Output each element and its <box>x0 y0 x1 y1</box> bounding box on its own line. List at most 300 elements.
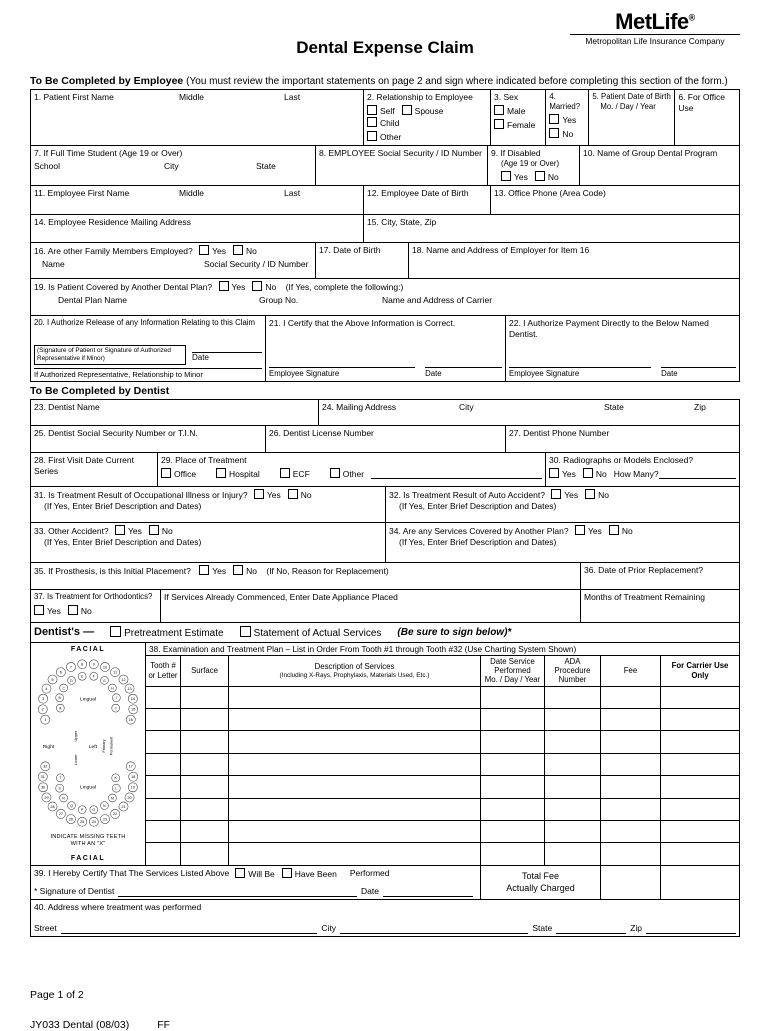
svg-text:11: 11 <box>113 670 118 675</box>
field-8-employee-ssn[interactable] <box>316 146 488 185</box>
other-accident-yes-checkbox[interactable]: Yes <box>115 526 142 536</box>
place-other-blank[interactable] <box>371 469 542 479</box>
svg-text:Left: Left <box>88 745 98 751</box>
field-label: If Services Already Commenced, Enter Date Appliance Placed <box>164 592 398 603</box>
treatment-cell[interactable] <box>146 754 181 775</box>
facial-top-label: FACIAL <box>70 645 106 653</box>
auto-accident-no-checkbox[interactable]: No <box>585 490 609 500</box>
col-surface: Surface <box>181 656 229 686</box>
radiographs-yes-checkbox[interactable]: Yes <box>549 468 576 480</box>
field-35-prosthesis <box>31 563 581 589</box>
field-5-patient-dob[interactable] <box>589 90 675 145</box>
family-employed-yes-checkbox[interactable]: Yes <box>199 246 226 256</box>
treatment-cell[interactable] <box>661 709 739 730</box>
treatment-cell[interactable] <box>545 731 601 752</box>
date-line[interactable]: Date <box>425 367 502 379</box>
dentist-grid <box>30 399 740 936</box>
treatment-table-body <box>146 687 739 865</box>
replacement-reason-note: (If No, Reason for Replacement) <box>266 566 389 577</box>
field-label: 11. Employee First Name <box>34 188 130 199</box>
treatment-cell[interactable] <box>146 776 181 797</box>
relationship-self-checkbox[interactable]: Self <box>367 106 395 116</box>
svg-text:9: 9 <box>92 663 95 668</box>
covered-other-plan-yes-checkbox[interactable]: Yes <box>575 526 602 536</box>
street-blank[interactable] <box>61 924 318 934</box>
plan-name-label: Dental Plan Name <box>58 295 127 306</box>
field-28-first-visit[interactable] <box>31 453 158 486</box>
svg-text:H: H <box>111 686 114 691</box>
treatment-section <box>146 643 739 865</box>
sex-male-checkbox[interactable]: Male <box>494 105 535 117</box>
field-3-sex <box>491 90 546 145</box>
dentist-signature-label: * Signature of Dentist <box>34 885 115 896</box>
missing-teeth-note: INDICATE MISSING TEETH WITH AN "X" <box>50 834 126 848</box>
place-office-checkbox[interactable]: Office <box>161 468 196 480</box>
treatment-cell[interactable] <box>181 821 229 842</box>
treatment-cell[interactable] <box>146 843 181 864</box>
dentist-signature-line[interactable] <box>118 887 357 897</box>
treatment-cell[interactable] <box>181 709 229 730</box>
header <box>30 8 740 72</box>
treatment-cell[interactable] <box>181 843 229 864</box>
treatment-cell[interactable] <box>181 776 229 797</box>
field-2-relationship <box>364 90 491 145</box>
state-blank[interactable] <box>556 924 626 934</box>
field-label: 14. Employee Residence Mailing Address <box>34 217 191 228</box>
svg-text:4: 4 <box>45 687 48 692</box>
school-label: School <box>34 161 60 172</box>
dentists-label: Dentist's — <box>34 626 95 639</box>
svg-text:14: 14 <box>130 697 135 702</box>
treatment-cell[interactable] <box>229 731 481 752</box>
svg-text:R: R <box>62 796 65 801</box>
disabled-yes-checkbox[interactable]: Yes <box>501 172 528 182</box>
sex-female-checkbox[interactable]: Female <box>494 119 535 131</box>
treatment-cell[interactable] <box>146 687 181 708</box>
field-9-disabled <box>488 146 580 185</box>
field-label: 15. City, State, Zip <box>367 217 437 228</box>
svg-text:C: C <box>62 686 65 691</box>
treatment-cell[interactable] <box>229 776 481 797</box>
last-label: Last <box>284 188 301 199</box>
performed-label: Performed <box>349 868 390 879</box>
signature-caption[interactable]: (Signature of Patient or Signature of Authorized Representative if Minor) <box>34 345 186 365</box>
svg-text:Q: Q <box>70 804 73 809</box>
svg-text:Primary: Primary <box>101 739 106 753</box>
date-label: Date <box>361 885 379 896</box>
treatment-row <box>146 731 739 753</box>
field-40-treatment-address <box>31 900 739 936</box>
treatment-cell[interactable] <box>181 754 229 775</box>
field-6-office-use[interactable] <box>675 90 739 145</box>
svg-text:6: 6 <box>59 670 62 675</box>
field-label: 4. Married? <box>549 92 581 112</box>
employee-heading-note: (You must review the important statements on page 2 and sign where indicated before completing this section of the form.) <box>186 76 728 87</box>
field-label: 7. If Full Time Student (Age 19 or Over) <box>34 148 183 159</box>
svg-text:12: 12 <box>121 678 126 683</box>
treatment-cell[interactable] <box>601 843 661 864</box>
street-label: Street <box>34 922 57 933</box>
treatment-cell[interactable] <box>181 731 229 752</box>
svg-text:Upper: Upper <box>73 731 79 742</box>
svg-text:32: 32 <box>43 765 48 770</box>
svg-text:K: K <box>114 776 117 781</box>
field-30-radiographs <box>546 453 739 486</box>
relationship-other-checkbox[interactable]: Other <box>367 132 401 142</box>
field-label: 28. First Visit Date Current Series <box>34 455 134 477</box>
treatment-cell[interactable] <box>545 709 601 730</box>
field-31-occupational-injury <box>31 487 386 522</box>
field-13-office-phone[interactable] <box>491 186 739 214</box>
field-label: 23. Dentist Name <box>34 402 100 413</box>
svg-text:O: O <box>92 808 96 813</box>
treatment-cell[interactable] <box>146 821 181 842</box>
svg-text:22: 22 <box>113 812 118 817</box>
treatment-cell[interactable] <box>661 821 739 842</box>
treatment-cell[interactable] <box>661 776 739 797</box>
place-other-checkbox[interactable]: Other <box>330 468 364 480</box>
total-fee-label: Total Fee Actually Charged <box>481 866 601 899</box>
svg-text:18: 18 <box>131 775 136 780</box>
treatment-cell[interactable] <box>601 687 661 708</box>
treatment-row <box>146 843 739 864</box>
field-22-authorize-payment <box>506 316 739 381</box>
tooth-chart-svg <box>35 659 141 827</box>
svg-text:8: 8 <box>81 663 84 668</box>
occupational-yes-checkbox[interactable]: Yes <box>254 490 281 500</box>
svg-text:16: 16 <box>128 718 133 723</box>
field-15-city-state-zip[interactable] <box>364 215 739 242</box>
description-note: (If Yes, Enter Brief Description and Dates) <box>399 501 557 512</box>
auto-accident-yes-checkbox[interactable]: Yes <box>551 490 578 500</box>
state-label: State <box>532 922 553 933</box>
field-label: 5. Patient Date of Birth <box>592 92 671 101</box>
treatment-cell[interactable] <box>545 754 601 775</box>
svg-text:G: G <box>103 679 106 684</box>
complete-following-note: (If Yes, complete the following:) <box>285 282 404 293</box>
last-label: Last <box>284 92 301 102</box>
treatment-cell[interactable] <box>481 687 545 708</box>
prosthesis-yes-checkbox[interactable]: Yes <box>199 566 226 576</box>
treatment-cell[interactable] <box>229 709 481 730</box>
field-18-employer[interactable] <box>409 243 739 278</box>
brand-text: MetLife <box>615 9 689 34</box>
field-label: 19. Is Patient Covered by Another Dental Plan? <box>34 282 213 293</box>
field-label: 40. Address where treatment was performed <box>34 901 202 912</box>
field-label: 13. Office Phone (Area Code) <box>494 188 606 199</box>
how-many-label: How Many? <box>613 468 659 479</box>
treatment-cell[interactable] <box>661 687 739 708</box>
treatment-cell[interactable] <box>481 821 545 842</box>
col-description: Description of Services (Including X-Rays, Prophylaxis, Materials Used, Etc.) <box>229 656 481 686</box>
tooth-chart <box>31 643 146 865</box>
treatment-cell[interactable] <box>545 821 601 842</box>
svg-text:17: 17 <box>128 765 133 770</box>
married-no-checkbox[interactable]: No <box>549 128 578 140</box>
treatment-cell[interactable] <box>229 843 481 864</box>
how-many-blank[interactable] <box>659 469 736 479</box>
dentist-section-heading: To Be Completed by Dentist <box>30 385 170 398</box>
svg-text:I: I <box>115 696 117 701</box>
svg-text:Lingual: Lingual <box>80 697 96 703</box>
svg-text:26: 26 <box>68 817 74 822</box>
field-1-patient-name[interactable] <box>31 90 364 145</box>
treatment-row <box>146 776 739 798</box>
svg-text:24: 24 <box>91 820 96 825</box>
form-ff: FF <box>157 1018 171 1031</box>
svg-text:31: 31 <box>40 775 45 780</box>
treatment-cell[interactable] <box>661 731 739 752</box>
field-label: 8. EMPLOYEE Social Security / ID Number <box>319 148 482 159</box>
field-4-married <box>546 90 589 145</box>
covered-other-plan-no-checkbox[interactable]: No <box>609 526 633 536</box>
have-been-checkbox[interactable]: Have Been <box>282 868 337 880</box>
svg-text:P: P <box>81 808 84 813</box>
treatment-cell[interactable] <box>661 799 739 820</box>
treatment-row <box>146 754 739 776</box>
family-employed-no-checkbox[interactable]: No <box>233 246 257 256</box>
sign-below-note: (Be sure to sign below)* <box>397 627 512 639</box>
svg-text:25: 25 <box>80 820 85 825</box>
pretreatment-estimate-checkbox[interactable]: Pretreatment Estimate <box>110 626 223 640</box>
field-16-family-employed <box>31 243 316 278</box>
svg-text:Permanent: Permanent <box>109 737 114 756</box>
field-label: 16. Are other Family Members Employed? <box>34 246 193 257</box>
orthodontics-yes-checkbox[interactable]: Yes <box>34 606 61 616</box>
field-sublabel: (Age 19 or Over) <box>501 159 560 169</box>
city-label: City <box>164 161 179 172</box>
svg-text:7: 7 <box>69 665 73 670</box>
treatment-cell[interactable] <box>146 799 181 820</box>
svg-text:10: 10 <box>102 665 108 670</box>
svg-text:21: 21 <box>121 805 126 810</box>
treatment-cell[interactable] <box>229 799 481 820</box>
svg-text:15: 15 <box>131 708 136 713</box>
treatment-cell[interactable] <box>481 709 545 730</box>
field-label: 21. I Certify that the Above Information is Correct. <box>269 318 456 329</box>
field-36-prior-replacement-date[interactable] <box>581 563 739 589</box>
treatment-cell[interactable] <box>481 776 545 797</box>
field-label: 27. Dentist Phone Number <box>509 428 610 439</box>
description-note: (If Yes, Enter Brief Description and Dates) <box>399 537 557 548</box>
field-14-mailing-address[interactable] <box>31 215 364 242</box>
field-23-dentist-name[interactable] <box>31 400 319 425</box>
will-be-checkbox[interactable]: Will Be <box>235 868 274 880</box>
brand-block <box>570 10 740 46</box>
field-label: 36. Date of Prior Replacement? <box>584 565 704 576</box>
company-name: Metropolitan Life Insurance Company <box>570 34 740 46</box>
date-label[interactable]: Date <box>192 352 262 364</box>
treatment-cell[interactable] <box>229 687 481 708</box>
treatment-cell[interactable] <box>146 709 181 730</box>
treatment-cell[interactable] <box>661 843 739 864</box>
field-label: 10. Name of Group Dental Program <box>583 148 718 159</box>
occupational-no-checkbox[interactable]: No <box>288 490 312 500</box>
place-ecf-checkbox[interactable]: ECF <box>280 468 310 480</box>
field-32-auto-accident <box>386 487 739 522</box>
field-label: 20. I Authorize Release of any Information Relating to this Claim <box>34 318 256 328</box>
form-number: JY033 Dental (08/03) FF <box>30 1018 171 1031</box>
field-34-covered-by-other-plan <box>386 523 739 562</box>
svg-text:29: 29 <box>44 796 49 801</box>
svg-text:T: T <box>59 776 62 781</box>
middle-label: Middle <box>179 92 205 102</box>
treatment-row <box>146 821 739 843</box>
field-19-other-plan <box>31 279 739 315</box>
other-plan-yes-checkbox[interactable]: Yes <box>219 282 246 292</box>
employee-grid <box>30 89 740 382</box>
treatment-cell[interactable] <box>545 799 601 820</box>
treatment-cell[interactable] <box>481 799 545 820</box>
field-label: 9. If Disabled <box>491 148 541 159</box>
treatment-row <box>146 799 739 821</box>
field-37-appliance-placed[interactable] <box>161 590 581 622</box>
zip-label: Zip <box>630 922 642 933</box>
svg-text:S: S <box>58 786 61 791</box>
field-27-dentist-phone[interactable] <box>506 426 739 452</box>
field-label: 18. Name and Address of Employer for Item 16 <box>412 245 590 256</box>
col-tooth-number: Tooth # or Letter <box>146 656 181 686</box>
svg-text:1: 1 <box>44 718 47 723</box>
field-26-dentist-license[interactable] <box>266 426 506 452</box>
treatment-cell[interactable] <box>181 799 229 820</box>
treatment-cell[interactable] <box>181 687 229 708</box>
relationship-to-minor-label: If Authorized Representative, Relationship to Minor <box>34 368 262 380</box>
field-label: 12. Employee Date of Birth <box>367 188 469 199</box>
employee-heading-text: To Be Completed by Employee <box>30 75 184 87</box>
svg-text:19: 19 <box>130 786 135 791</box>
treatment-cell[interactable] <box>545 687 601 708</box>
treatment-cell[interactable] <box>601 776 661 797</box>
field-37-months-remaining[interactable] <box>581 590 739 622</box>
field-label: 6. For Office Use <box>678 92 725 114</box>
svg-text:N: N <box>103 804 106 809</box>
svg-text:23: 23 <box>102 817 108 822</box>
col-ada-procedure: ADA Procedure Number <box>545 656 601 686</box>
zip-blank[interactable] <box>646 924 736 934</box>
field-label: 39. I Hereby Certify That The Services Listed Above <box>34 868 230 879</box>
treatment-plan-title: 38. Examination and Treatment Plan – List in Order From Tooth #1 through Tooth #32 (Use Charting System Shown) <box>146 643 739 656</box>
field-label: 22. I Authorize Payment Directly to the Below Named Dentist. <box>509 318 709 340</box>
employee-signature-line[interactable]: Employee Signature <box>509 367 651 379</box>
field-17-dob[interactable] <box>316 243 409 278</box>
field-29-place-of-treatment <box>158 453 546 486</box>
total-fee-cell[interactable] <box>601 866 661 899</box>
dentists-estimate-row <box>31 623 739 641</box>
svg-text:3: 3 <box>42 697 45 702</box>
treatment-cell[interactable] <box>481 843 545 864</box>
treatment-cell[interactable] <box>545 843 601 864</box>
orthodontics-no-checkbox[interactable]: No <box>68 606 92 616</box>
field-label: 17. Date of Birth <box>319 245 381 256</box>
employee-section-heading <box>30 75 740 87</box>
col-date-service: Date Service Performed Mo. / Day / Year <box>481 656 545 686</box>
field-25-dentist-ssn[interactable] <box>31 426 266 452</box>
svg-text:E: E <box>81 675 84 680</box>
field-label: 31. Is Treatment Result of Occupational Illness or Injury? <box>34 490 248 501</box>
svg-text:B: B <box>58 696 61 701</box>
zip-label: Zip <box>694 402 706 413</box>
field-label: 33. Other Accident? <box>34 526 109 537</box>
svg-text:2: 2 <box>41 708 44 713</box>
treatment-cell[interactable] <box>545 776 601 797</box>
employee-signature-line[interactable]: Employee Signature <box>269 367 415 379</box>
footer <box>30 989 740 1031</box>
city-label: City <box>459 402 474 413</box>
field-11-employee-name[interactable] <box>31 186 364 214</box>
field-37-orthodontics <box>31 590 161 622</box>
date-line[interactable] <box>383 887 473 897</box>
treatment-cell[interactable] <box>601 799 661 820</box>
relationship-child-checkbox[interactable]: Child <box>367 118 399 128</box>
statement-actual-services-checkbox[interactable]: Statement of Actual Services <box>240 626 382 640</box>
field-label: 2. Relationship to Employee <box>367 92 473 102</box>
ssn-label: Social Security / ID Number <box>204 259 309 270</box>
svg-text:5: 5 <box>51 678 54 683</box>
relationship-spouse-checkbox[interactable]: Spouse <box>402 106 444 116</box>
date-line[interactable]: Date <box>661 367 736 379</box>
col-fee: Fee <box>601 656 661 686</box>
svg-text:28: 28 <box>50 805 55 810</box>
field-33-other-accident <box>31 523 386 562</box>
svg-text:D: D <box>70 679 73 684</box>
disabled-no-checkbox[interactable]: No <box>535 172 559 182</box>
city-blank[interactable] <box>340 924 528 934</box>
svg-text:J: J <box>114 706 117 711</box>
metlife-logo <box>570 10 740 33</box>
treatment-cell[interactable] <box>481 754 545 775</box>
svg-text:Right: Right <box>42 745 55 751</box>
married-yes-checkbox[interactable]: Yes <box>549 114 578 126</box>
svg-text:27: 27 <box>58 812 63 817</box>
place-hospital-checkbox[interactable]: Hospital <box>216 468 260 480</box>
carrier-use-cell[interactable] <box>661 866 739 899</box>
svg-text:Lingual: Lingual <box>80 785 96 791</box>
prosthesis-no-checkbox[interactable]: No <box>233 566 257 576</box>
svg-text:Lower: Lower <box>73 754 79 766</box>
name-label: Name <box>42 259 65 270</box>
field-7-student[interactable] <box>31 146 316 185</box>
field-39-certify-services <box>31 866 481 899</box>
treatment-cell[interactable] <box>229 754 481 775</box>
treatment-cell[interactable] <box>146 731 181 752</box>
radiographs-no-checkbox[interactable]: No <box>583 468 607 480</box>
treatment-cell[interactable] <box>481 731 545 752</box>
state-label: State <box>256 161 276 172</box>
treatment-cell[interactable] <box>601 754 661 775</box>
treatment-cell[interactable] <box>661 754 739 775</box>
treatment-cell[interactable] <box>601 731 661 752</box>
other-accident-no-checkbox[interactable]: No <box>149 526 173 536</box>
other-plan-no-checkbox[interactable]: No <box>252 282 276 292</box>
field-label: 35. If Prosthesis, is this Initial Placement? <box>34 566 191 577</box>
svg-text:F: F <box>92 675 95 680</box>
facial-bottom-label: FACIAL <box>70 854 106 862</box>
description-note: (If Yes, Enter Brief Description and Dates) <box>44 501 202 512</box>
field-label: 1. Patient First Name <box>34 92 114 102</box>
treatment-cell[interactable] <box>229 821 481 842</box>
treatment-cell[interactable] <box>601 821 661 842</box>
middle-label: Middle <box>179 188 205 199</box>
treatment-row <box>146 709 739 731</box>
field-10-group-program[interactable] <box>580 146 739 185</box>
svg-text:L: L <box>115 786 118 791</box>
treatment-cell[interactable] <box>601 709 661 730</box>
field-12-employee-dob[interactable] <box>364 186 491 214</box>
field-24-dentist-mailing-address[interactable] <box>319 400 739 425</box>
carrier-label: Name and Address of Carrier <box>382 295 493 306</box>
svg-text:A: A <box>59 706 62 711</box>
